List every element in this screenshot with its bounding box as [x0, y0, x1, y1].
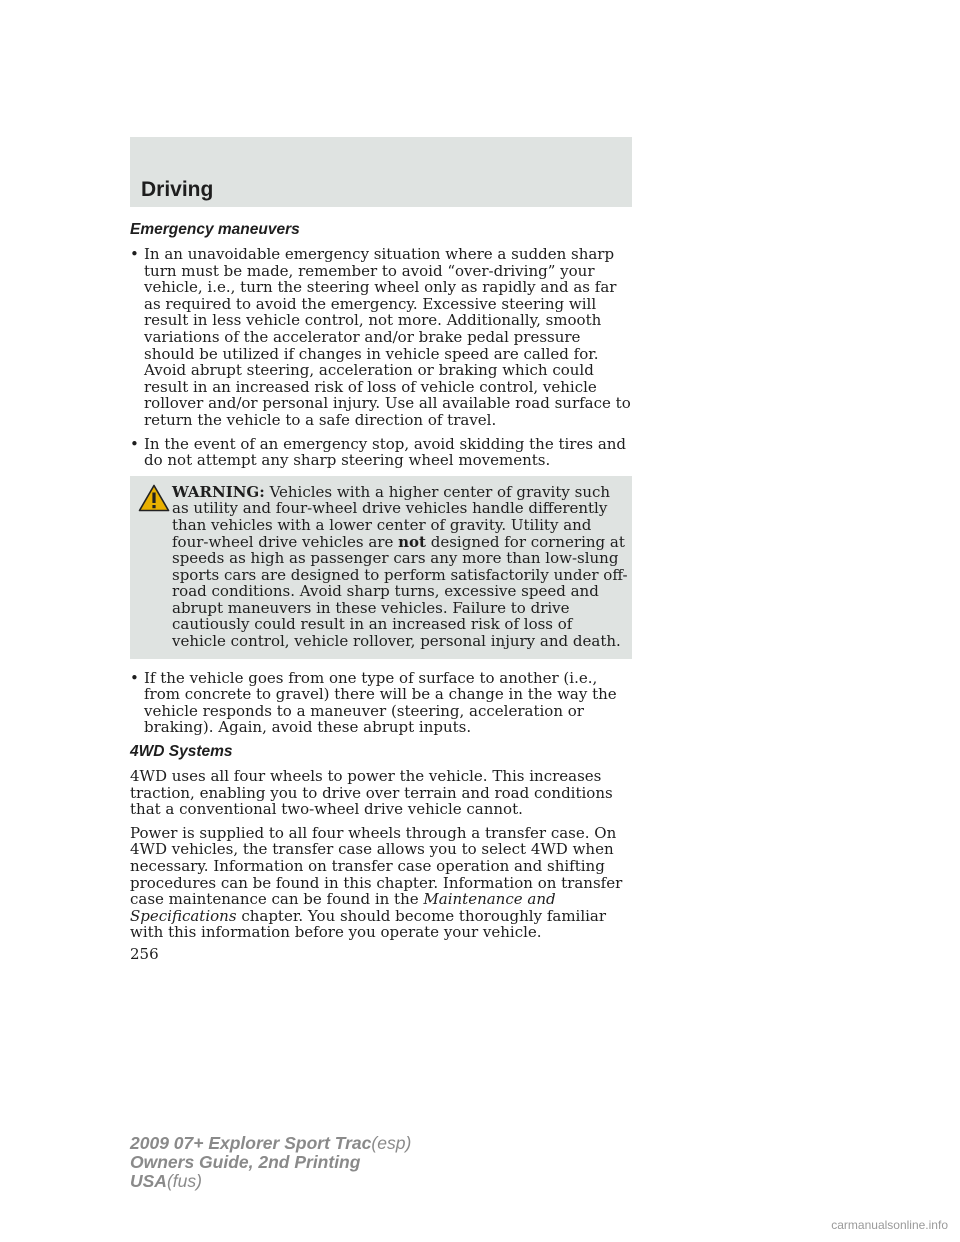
warning-text — [130, 484, 630, 650]
warning-emphasis: not — [398, 532, 426, 551]
paragraph-text-b: chapter. You should become thoroughly familiar with this information before you operate your vehicle. — [130, 906, 607, 942]
warning-triangle-icon — [138, 484, 170, 512]
list-item — [130, 246, 632, 429]
footer-region: USA — [130, 1171, 167, 1191]
warning-box — [130, 476, 632, 659]
list-item — [130, 436, 632, 469]
list-item-text: In an unavoidable emergency situation where a sudden sharp turn must be made, remember to avoid “over-driving” your vehicle, i.e., turn the steering wheel only as rapidly and as far as required to avoid the emergency. Excessive steering will result in less vehicle control, not more. Additionally, smooth variations of the accelerator and/or brake pedal pressure should be utilized if changes in vehicle speed are called for. Avoid abrupt steering, acceleration or braking which could result in an increased risk of loss of vehicle control, vehicle rollover and/or personal injury. Use all available road surface to return the vehicle to a safe direction of travel. — [144, 245, 631, 429]
bullet-mark: • — [130, 434, 139, 453]
warning-body-b: designed for cornering at speeds as high as passenger cars any more than low-slung sports cars are designed to perform satisfactorily under off-road conditions. Avoid sharp turns, excessive speed and abrupt maneuvers in these vehicles. Failure to drive cautiously could result in an increased risk of loss of vehicle control, vehicle rollover, personal injury and death. — [172, 532, 628, 651]
paragraph-4wd-intro: 4WD uses all four wheels to power the vehicle. This increases traction, enabling you to drive over terrain and road conditions that a conventional two-wheel drive vehicle cannot. — [130, 767, 613, 819]
section-heading-4wd: 4WD Systems — [130, 743, 233, 761]
paragraph-4wd-transfer — [130, 825, 632, 941]
document-footer — [130, 1134, 411, 1191]
footer-line-model — [130, 1134, 411, 1153]
footer-model: 2009 07+ Explorer Sport Trac — [130, 1133, 372, 1153]
warning-body-a: Vehicles with a higher center of gravity such as utility and four-wheel drive vehicles handle differently than vehicles with a lower center of gravity. Utility and four-wheel drive vehicles are — [172, 482, 611, 551]
section-heading-emergency: Emergency maneuvers — [130, 221, 300, 238]
footer-line-region — [130, 1172, 411, 1191]
paragraph-text-a: Power is supplied to all four wheels through a transfer case. On 4WD vehicles, the transfer case allows you to select 4WD when necessary. Information on transfer case operation and shifting procedures can be found in this chapter. Information on transfer case maintenance can be found in the — [130, 823, 623, 909]
page-number: 256 — [130, 945, 159, 963]
footer-line-guide: Owners Guide, 2nd Printing — [130, 1152, 361, 1172]
bullet-mark: • — [130, 668, 139, 687]
chapter-title: Driving — [141, 178, 214, 201]
list-item-text: If the vehicle goes from one type of surface to another (i.e., from concrete to gravel) there will be a change in the way the vehicle responds to a maneuver (steering, acceleration or braking). Again, avoid these abrupt inputs. — [144, 668, 617, 737]
emergency-bullet-list — [130, 246, 632, 469]
footer-region-code: (fus) — [166, 1171, 202, 1191]
footer-model-code: (esp) — [371, 1133, 412, 1153]
list-item-text: In the event of an emergency stop, avoid skidding the tires and do not attempt any sharp steering wheel movements. — [144, 434, 627, 470]
list-item — [130, 670, 632, 736]
page-content — [130, 221, 632, 948]
surface-bullet-list — [130, 670, 632, 736]
warning-label: WARNING: — [172, 482, 265, 501]
bullet-mark: • — [130, 245, 139, 263]
chapter-reference: Maintenance and Specifications — [130, 890, 556, 925]
watermark-link[interactable]: carmanualsonline.info — [831, 1218, 948, 1232]
